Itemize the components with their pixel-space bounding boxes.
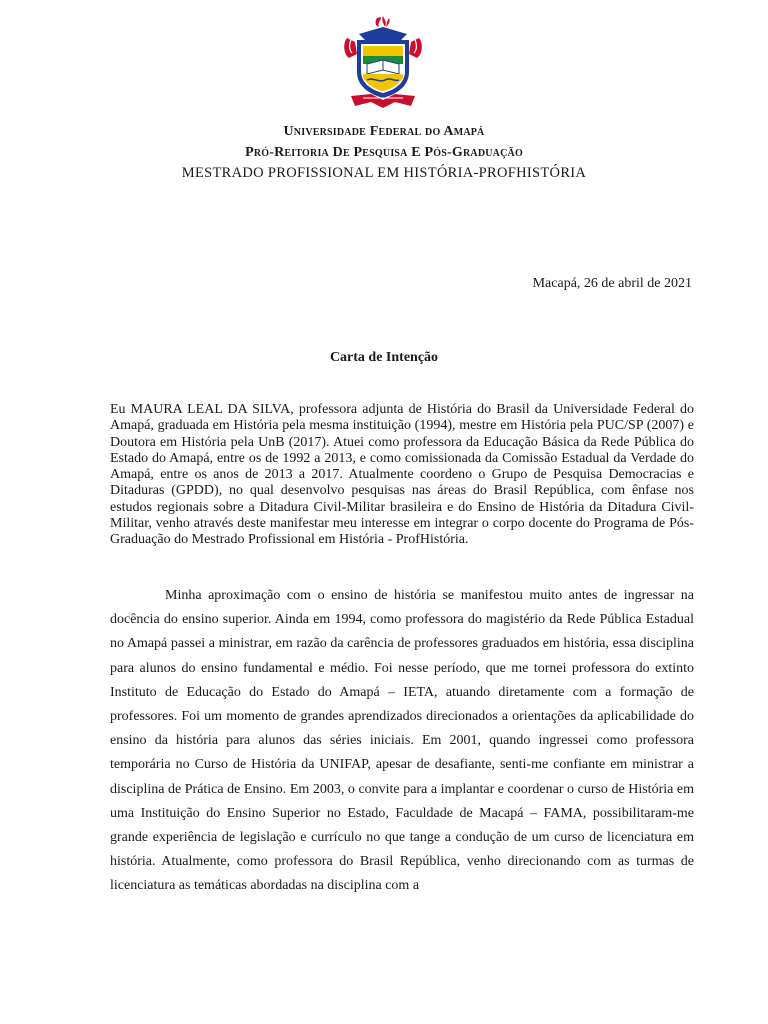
pro-reitoria-name: Pró-Reitoria De Pesquisa E Pós-Graduação — [245, 145, 523, 160]
place-date: Macapá, 26 de abril de 2021 — [532, 276, 692, 291]
program-name: MESTRADO PROFISSIONAL EM HISTÓRIA-PROFHISTÓRIA — [181, 165, 587, 181]
body-paragraph: Minha aproximação com o ensino de história se manifestou muito antes de ingressar na docência do ensino superior. Ainda em 1994, como professora do magistério da Rede Pública Estadual no Amapá passei a ministrar, em razão da carência de professores graduados em história, essa disciplina para alunos do ensino fundamental e médio. Foi nesse período, que me tornei professora do extinto Instituto de Educação do Estado do Amapá – IETA, atuando diretamente com a formação de professores. Foi um momento de grandes aprendizados direcionados a orientações da aplicabilidade do ensino da história para alunos das séries iniciais. Em 2001, quando ingressei como professora temporária no Curso de História da UNIFAP, apesar de desafiante, senti-me confiante em ministrar a disciplina de Prática de Ensino. Em 2003, o convite para a implantar e coordenar o curso de História em uma Instituição do Ensino Superior no Estado, Faculdade de Macapá – FAMA, possibilitaram-me grande experiência de legislação e currículo no que tange a condução de um curso de licenciatura em história. Atualmente, como professora do Brasil República, venho direcionando com as turmas de licenciatura as temáticas abordadas na disciplina com a — [110, 588, 694, 894]
intro-paragraph: Eu MAURA LEAL DA SILVA, professora adjunta de História do Brasil da Universidade Federal do Amapá, graduada em História pela mesma instituição (1994), mestre em História pela PUC/SP (2007) e Doutora em História pela UnB (2017). Atuei como professora da Educação Básica da Rede Pública do Estado do Amapá, entre os de 1992 a 2013, e como comissionada da Comissão Estadual da Verdade do Amapá, entre os anos de 2013 a 2017. Atualmente coordeno o Grupo de Pesquisa Democracias e Ditaduras (GPDD), no qual desenvolvo pesquisas nas áreas do Brasil República, com ênfase nos estudos regionais sobre a Ditadura Civil-Militar brasileira e do Ensino de História da Ditadura Civil-Militar, venho através deste manifestar meu interesse em integrar o corpo docente do Programa de Pós-Graduação do Mestrado Profissional em História - ProfHistória. — [110, 402, 694, 548]
university-name: Universidade Federal do Amapá — [283, 124, 485, 139]
university-crest-logo — [341, 14, 425, 112]
letter-title: Carta de Intenção — [329, 350, 439, 365]
